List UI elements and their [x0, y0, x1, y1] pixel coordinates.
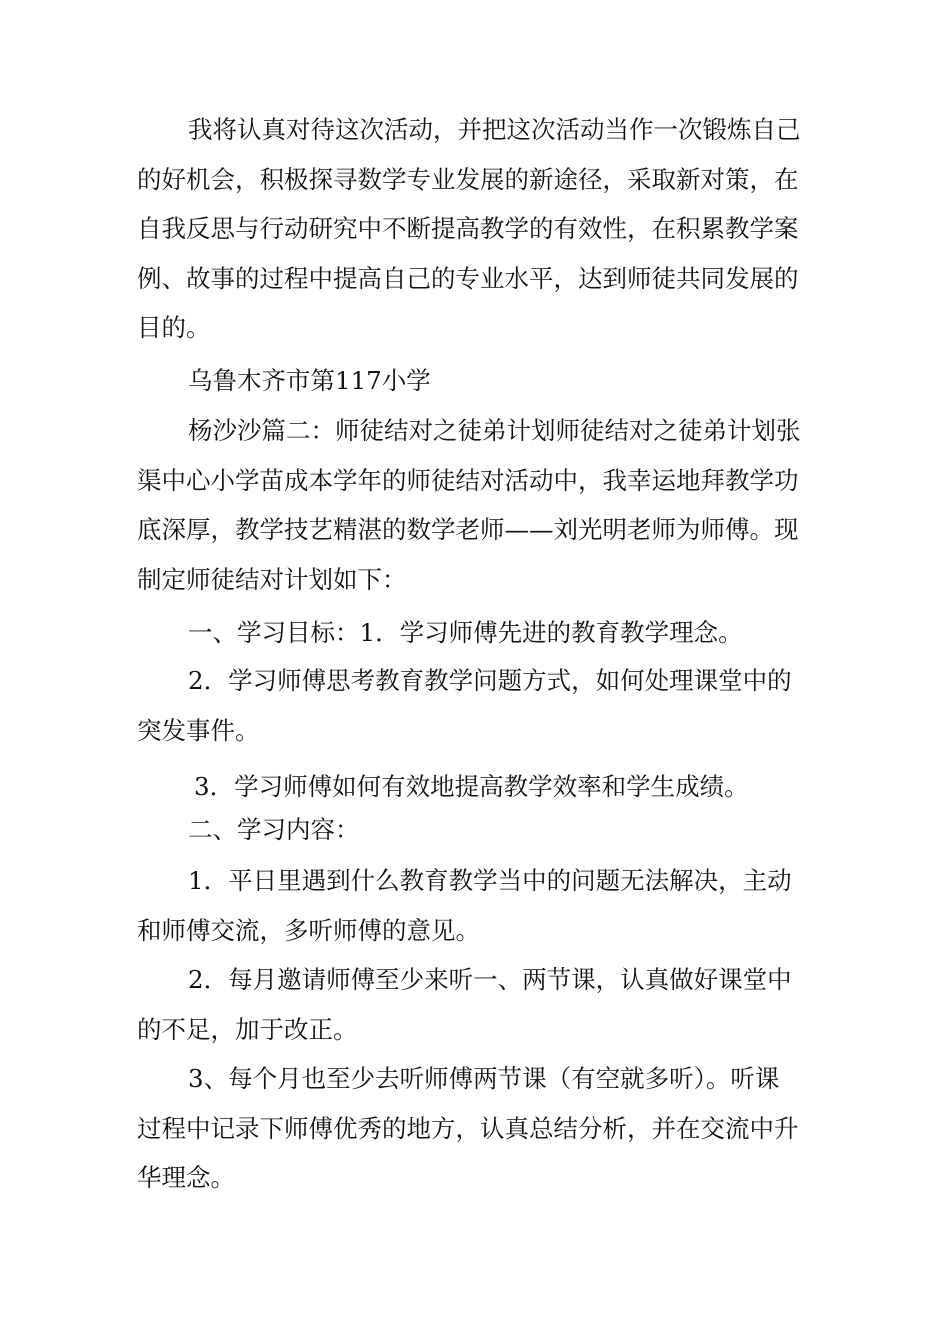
text-line: 二、学习内容： [188, 815, 360, 844]
text-line: 制定师徒结对计划如下： [137, 564, 407, 594]
content-item-3 [0, 1054, 950, 1203]
text-line: 过程中记录下师傅优秀的地方，认真总结分析，并在交流中升 [137, 1113, 799, 1143]
text-line: 突发事件。 [137, 715, 260, 745]
text-line: 自我反思与行动研究中不断提高教学的有效性，在积累教学案 [137, 214, 799, 243]
text-line: 例、故事的过程中提高自己的专业水平，达到师徒共同发展的 [137, 263, 799, 293]
content-item-2 [0, 955, 950, 1054]
goal-item-2 [0, 656, 950, 755]
text-line: 2．学习师傅思考教育教学问题方式，如何处理课堂中的 [188, 666, 792, 695]
text-line: 的不足，加于改正。 [137, 1014, 358, 1044]
text-line: 1．平日里遇到什么教育教学当中的问题无法解决，主动 [188, 866, 792, 895]
text-line: 和师傅交流，多听师傅的意见。 [137, 915, 480, 945]
text-line: 2．每月邀请师傅至少来听一、两节课，认真做好课堂中 [188, 965, 792, 994]
text-line: 3、每个月也至少去听师傅两节课（有空就多听）。听课 [188, 1064, 780, 1093]
text-line: 的好机会，积极探寻数学专业发展的新途径，采取新对策，在 [137, 164, 799, 194]
section-learning-content [0, 805, 950, 855]
text-line: 乌鲁木齐市第117小学 [188, 366, 431, 395]
text-line: 目的。 [137, 313, 211, 342]
section-learning-goals [0, 608, 950, 658]
school-name [0, 356, 950, 406]
paragraph-activity-commitment [0, 105, 950, 353]
content-item-1 [0, 856, 950, 955]
text-line: 一、学习目标：1．学习师傅先进的教育教学理念。 [188, 618, 743, 647]
text-line: 底深厚，教学技艺精湛的数学老师——刘光明老师为师傅。现 [137, 515, 799, 544]
text-line: 3．学习师傅如何有效地提高教学效率和学生成绩。 [194, 772, 749, 801]
text-line: 我将认真对待这次活动，并把这次活动当作一次锻炼自己 [188, 115, 801, 144]
text-line: 华理念。 [137, 1163, 235, 1192]
paragraph-part-two-intro [0, 406, 950, 604]
text-line: 渠中心小学苗成本学年的师徒结对活动中，我幸运地拜教学功 [137, 465, 799, 495]
text-line: 杨沙沙篇二：师徒结对之徒弟计划师徒结对之徒弟计划张 [188, 416, 801, 445]
